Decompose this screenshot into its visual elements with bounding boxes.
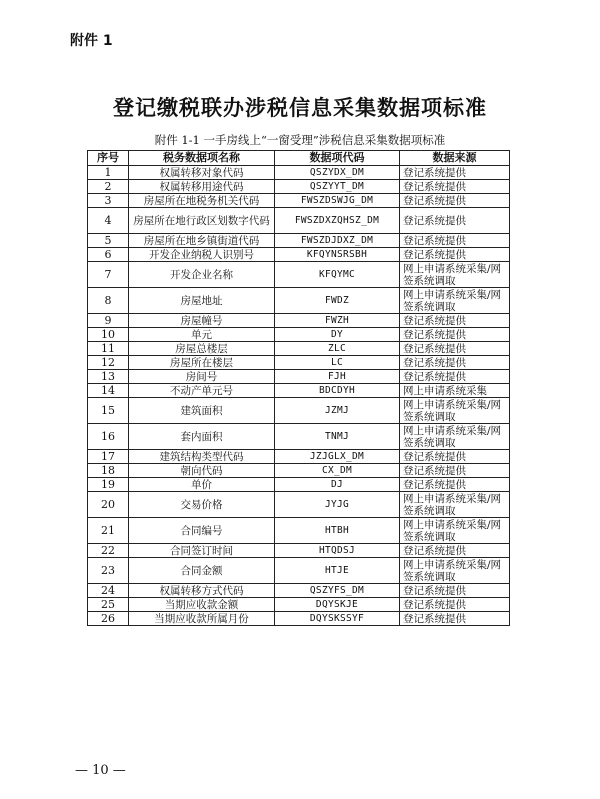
cell-name: 套内面积 [129,424,275,450]
table-row [88,314,510,328]
cell-source: 登记系统提供 [400,342,510,356]
cell-name: 房间号 [129,370,275,384]
cell-no: 15 [88,398,129,424]
cell-source: 登记系统提供 [400,314,510,328]
cell-name: 权属转移用途代码 [129,180,275,194]
cell-no: 19 [88,478,129,492]
table-row [88,492,510,518]
cell-code: CX_DM [275,464,400,478]
cell-source: 登记系统提供 [400,464,510,478]
cell-name: 当期应收款所属月份 [129,612,275,626]
cell-no: 2 [88,180,129,194]
table-row [88,356,510,370]
cell-source: 网上申请系统采集/网签系统调取 [400,288,510,314]
cell-source: 网上申请系统采集/网签系统调取 [400,262,510,288]
cell-source: 网上申请系统采集 [400,384,510,398]
cell-name: 权属转移对象代码 [129,166,275,180]
table-row [88,166,510,180]
table-row [88,234,510,248]
table-row [88,612,510,626]
cell-source: 网上申请系统采集/网签系统调取 [400,558,510,584]
cell-code: QSZYYT_DM [275,180,400,194]
cell-code: KFQYNSRSBH [275,248,400,262]
cell-no: 22 [88,544,129,558]
table-row [88,370,510,384]
table-row [88,342,510,356]
cell-no: 13 [88,370,129,384]
page-number: — 10 — [75,763,126,778]
cell-code: JZMJ [275,398,400,424]
cell-name: 房屋地址 [129,288,275,314]
cell-code: DY [275,328,400,342]
cell-no: 8 [88,288,129,314]
cell-code: FJH [275,370,400,384]
cell-code: TNMJ [275,424,400,450]
table-row [88,194,510,208]
cell-source: 网上申请系统采集/网签系统调取 [400,518,510,544]
table-row [88,450,510,464]
table-row [88,544,510,558]
cell-name: 开发企业名称 [129,262,275,288]
cell-no: 7 [88,262,129,288]
cell-no: 1 [88,166,129,180]
cell-no: 3 [88,194,129,208]
cell-code: DQYSKJE [275,598,400,612]
cell-name: 房屋总楼层 [129,342,275,356]
cell-source: 网上申请系统采集/网签系统调取 [400,492,510,518]
table-row [88,518,510,544]
cell-source: 登记系统提供 [400,584,510,598]
table-row [88,262,510,288]
header-no: 序号 [88,151,129,166]
cell-no: 18 [88,464,129,478]
attachment-label: 附件 1 [70,33,113,49]
cell-name: 房屋所在楼层 [129,356,275,370]
cell-no: 11 [88,342,129,356]
cell-code: FWSZDJDXZ_DM [275,234,400,248]
cell-code: HTJE [275,558,400,584]
cell-code: DQYSKSSYF [275,612,400,626]
cell-no: 4 [88,208,129,234]
cell-source: 登记系统提供 [400,234,510,248]
cell-no: 10 [88,328,129,342]
cell-code: BDCDYH [275,384,400,398]
table-row [88,598,510,612]
cell-no: 17 [88,450,129,464]
cell-code: JYJG [275,492,400,518]
cell-source: 网上申请系统采集/网签系统调取 [400,398,510,424]
data-item-table [87,150,510,626]
table-caption: 附件 1-1 一手房线上“一窗受理”涉税信息采集数据项标准 [154,133,446,147]
cell-source: 登记系统提供 [400,166,510,180]
table-row [88,288,510,314]
cell-source: 登记系统提供 [400,478,510,492]
cell-code: HTBH [275,518,400,544]
cell-no: 20 [88,492,129,518]
cell-name: 房屋所在地行政区划数字代码 [129,208,275,234]
cell-no: 16 [88,424,129,450]
cell-name: 房屋所在地税务机关代码 [129,194,275,208]
table-row [88,558,510,584]
cell-source: 登记系统提供 [400,194,510,208]
cell-name: 建筑结构类型代码 [129,450,275,464]
header-name: 税务数据项名称 [129,151,275,166]
table-header-row [88,151,510,166]
cell-code: FWDZ [275,288,400,314]
table-row [88,584,510,598]
cell-no: 26 [88,612,129,626]
cell-no: 25 [88,598,129,612]
cell-name: 单价 [129,478,275,492]
cell-source: 网上申请系统采集/网签系统调取 [400,424,510,450]
cell-code: QSZYFS_DM [275,584,400,598]
cell-code: JZJGLX_DM [275,450,400,464]
cell-code: DJ [275,478,400,492]
cell-no: 14 [88,384,129,398]
cell-no: 9 [88,314,129,328]
cell-code: ZLC [275,342,400,356]
table-row [88,464,510,478]
cell-name: 合同编号 [129,518,275,544]
cell-code: KFQYMC [275,262,400,288]
cell-name: 权属转移方式代码 [129,584,275,598]
cell-source: 登记系统提供 [400,328,510,342]
cell-code: FWZH [275,314,400,328]
cell-source: 登记系统提供 [400,544,510,558]
cell-source: 登记系统提供 [400,612,510,626]
page-title: 登记缴税联办涉税信息采集数据项标准 [113,96,487,120]
cell-no: 5 [88,234,129,248]
cell-name: 不动产单元号 [129,384,275,398]
header-code: 数据项代码 [275,151,400,166]
cell-source: 登记系统提供 [400,450,510,464]
cell-code: FWSZDSWJG_DM [275,194,400,208]
cell-code: FWSZDXZQHSZ_DM [275,208,400,234]
cell-name: 单元 [129,328,275,342]
cell-source: 登记系统提供 [400,598,510,612]
cell-name: 当期应收款金额 [129,598,275,612]
table-row [88,180,510,194]
cell-code: LC [275,356,400,370]
cell-name: 朝向代码 [129,464,275,478]
header-source: 数据来源 [400,151,510,166]
cell-code: HTQDSJ [275,544,400,558]
table-row [88,398,510,424]
table-row [88,328,510,342]
table-row [88,248,510,262]
cell-no: 6 [88,248,129,262]
cell-source: 登记系统提供 [400,356,510,370]
cell-code: QSZYDX_DM [275,166,400,180]
cell-no: 23 [88,558,129,584]
cell-name: 合同金额 [129,558,275,584]
cell-source: 登记系统提供 [400,370,510,384]
cell-name: 房屋幢号 [129,314,275,328]
cell-no: 24 [88,584,129,598]
cell-no: 21 [88,518,129,544]
table-row [88,478,510,492]
cell-no: 12 [88,356,129,370]
table-row [88,424,510,450]
table-row [88,384,510,398]
cell-source: 登记系统提供 [400,208,510,234]
table-body [88,166,510,626]
cell-source: 登记系统提供 [400,180,510,194]
cell-name: 开发企业纳税人识别号 [129,248,275,262]
cell-name: 房屋所在地乡镇街道代码 [129,234,275,248]
cell-name: 交易价格 [129,492,275,518]
cell-name: 建筑面积 [129,398,275,424]
cell-name: 合同签订时间 [129,544,275,558]
cell-source: 登记系统提供 [400,248,510,262]
table-row [88,208,510,234]
